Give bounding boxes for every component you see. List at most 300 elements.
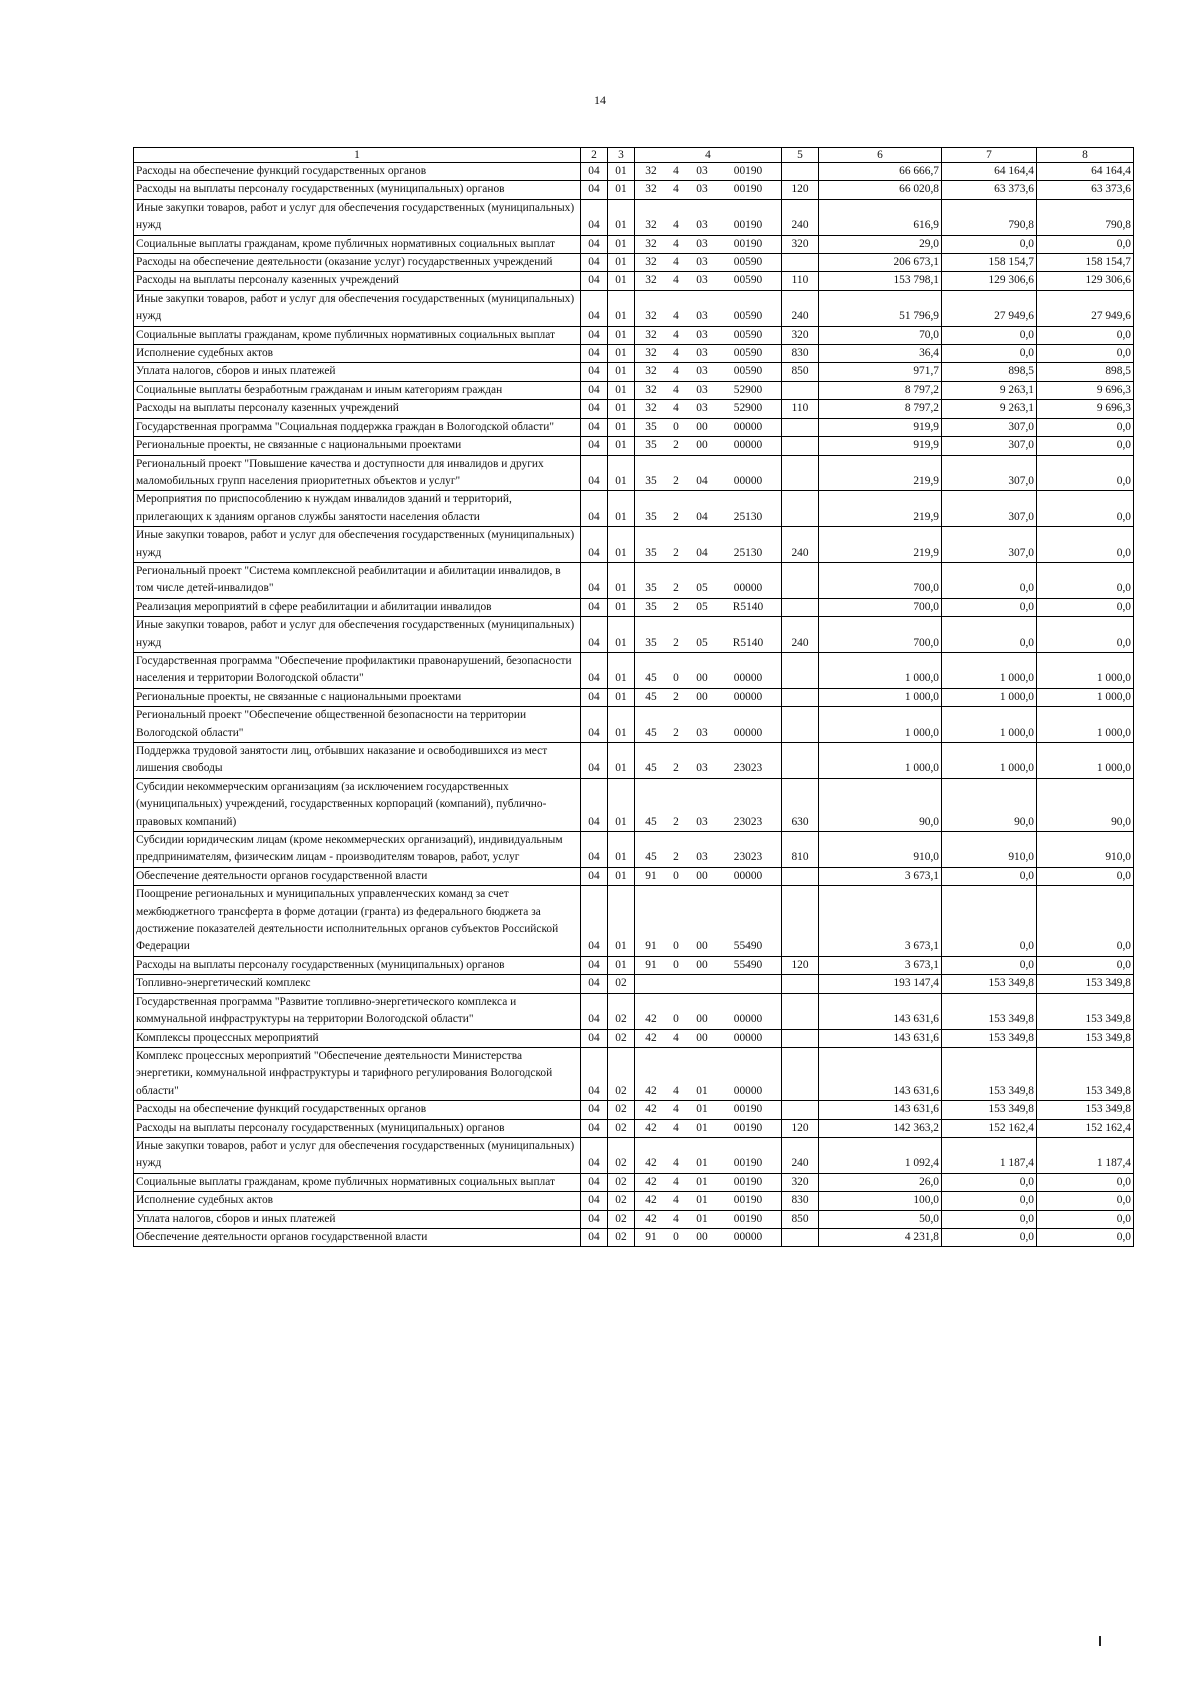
row-section-code: 04: [581, 617, 608, 653]
row-name: Государственная программа "Социальная поддержка граждан в Вологодской области": [134, 418, 581, 436]
row-amount-col8: 0,0: [1037, 455, 1134, 491]
row-section-code: 04: [581, 598, 608, 616]
row-amount-col8: 0,0: [1037, 1210, 1134, 1228]
kcsr-subprogram: 00: [696, 420, 708, 433]
row-amount-col6: 1 000,0: [819, 743, 942, 779]
kcsr-type: 0: [673, 958, 679, 971]
row-amount-col6: 66 666,7: [819, 163, 942, 181]
row-expense-type-code: [782, 975, 819, 993]
row-subsection-code: 01: [608, 326, 635, 344]
row-amount-col7: 153 349,8: [942, 975, 1037, 993]
row-section-code: 04: [581, 181, 608, 199]
row-amount-col6: 219,9: [819, 455, 942, 491]
kcsr-program: 91: [645, 1230, 657, 1243]
row-amount-col6: 153 798,1: [819, 272, 942, 290]
kcsr-subprogram: 03: [696, 310, 708, 323]
page-number: 14: [594, 93, 606, 107]
kcsr-type: 0: [673, 672, 679, 685]
row-subsection-code: 01: [608, 345, 635, 363]
kcsr-direction: 00190: [733, 1121, 763, 1134]
row-subsection-code: 01: [608, 832, 635, 868]
row-subsection-code: 02: [608, 975, 635, 993]
row-name: Расходы на обеспечение функций государственных органов: [134, 1101, 581, 1119]
row-amount-col8: 0,0: [1037, 956, 1134, 974]
kcsr-type: 4: [673, 347, 679, 360]
row-subsection-code: 01: [608, 778, 635, 831]
row-amount-col7: 63 373,6: [942, 181, 1037, 199]
kcsr-program: 32: [645, 274, 657, 287]
row-subsection-code: 02: [608, 1029, 635, 1047]
row-expense-type-code: [782, 1047, 819, 1100]
kcsr-type: 0: [673, 940, 679, 953]
row-amount-col6: 51 796,9: [819, 290, 942, 326]
kcsr-type: 4: [673, 274, 679, 287]
row-name: Государственная программа "Развитие топливно-энергетического комплекса и коммунальной инфраструктуры на территории Вологодской области": [134, 993, 581, 1029]
kcsr-direction: R5140: [732, 636, 764, 649]
kcsr-direction: 00590: [733, 310, 763, 323]
row-section-code: 04: [581, 1228, 608, 1246]
table-row: [134, 363, 1134, 381]
kcsr-subprogram: 03: [696, 183, 708, 196]
kcsr-type: 4: [673, 1175, 679, 1188]
row-amount-col7: 307,0: [942, 437, 1037, 455]
row-subsection-code: 02: [608, 1101, 635, 1119]
row-section-code: 04: [581, 1210, 608, 1228]
row-name: Иные закупки товаров, работ и услуг для обеспечения государственных (муниципальных) нужд: [134, 1137, 581, 1173]
row-section-code: 04: [581, 418, 608, 436]
kcsr-type: 2: [673, 439, 679, 452]
row-amount-col8: 0,0: [1037, 235, 1134, 253]
row-name: Субсидии юридическим лицам (кроме некоммерческих организаций), индивидуальным предпринимателям, физическим лицам - производителям товаров, работ, услуг: [134, 832, 581, 868]
row-amount-col7: 307,0: [942, 527, 1037, 563]
row-amount-col6: 700,0: [819, 598, 942, 616]
row-amount-col7: 0,0: [942, 886, 1037, 957]
kcsr-direction: 00190: [733, 165, 763, 177]
row-subsection-code: 01: [608, 598, 635, 616]
kcsr-direction: 00590: [733, 365, 763, 378]
row-amount-col8: 0,0: [1037, 527, 1134, 563]
kcsr-direction: 00190: [733, 1212, 763, 1225]
row-amount-col8: 153 349,8: [1037, 1047, 1134, 1100]
kcsr-program: 91: [645, 869, 657, 882]
table-row: [134, 1192, 1134, 1210]
row-name: Иные закупки товаров, работ и услуг для обеспечения государственных (муниципальных) нужд: [134, 617, 581, 653]
row-amount-col8: 63 373,6: [1037, 181, 1134, 199]
kcsr-type: 2: [673, 851, 679, 864]
kcsr-type: 2: [673, 546, 679, 559]
row-name: Исполнение судебных актов: [134, 1192, 581, 1210]
row-subsection-code: 01: [608, 400, 635, 418]
row-target-article-code: [635, 290, 782, 326]
row-amount-col7: 1 000,0: [942, 652, 1037, 688]
kcsr-subprogram: 01: [696, 1084, 708, 1097]
table-body: [134, 148, 1134, 1247]
table-row: [134, 345, 1134, 363]
kcsr-type: 4: [673, 1084, 679, 1097]
row-name: Расходы на выплаты персоналу государственных (муниципальных) органов: [134, 1119, 581, 1137]
row-subsection-code: 01: [608, 418, 635, 436]
kcsr-type: 2: [673, 582, 679, 595]
row-amount-col7: 1 000,0: [942, 743, 1037, 779]
row-target-article-code: [635, 527, 782, 563]
table-row: [134, 235, 1134, 253]
row-subsection-code: 01: [608, 272, 635, 290]
table-row: [134, 418, 1134, 436]
row-subsection-code: 01: [608, 290, 635, 326]
kcsr-subprogram: 03: [696, 219, 708, 232]
row-amount-col8: 0,0: [1037, 867, 1134, 885]
header-col-8: 8: [1037, 148, 1134, 163]
budget-table: [133, 147, 1134, 1247]
row-expense-type-code: 240: [782, 290, 819, 326]
row-expense-type-code: 240: [782, 199, 819, 235]
row-expense-type-code: [782, 1228, 819, 1246]
row-amount-col6: 50,0: [819, 1210, 942, 1228]
row-amount-col6: 4 231,8: [819, 1228, 942, 1246]
row-section-code: 04: [581, 437, 608, 455]
row-amount-col6: 919,9: [819, 418, 942, 436]
row-target-article-code: [635, 975, 782, 993]
row-subsection-code: 01: [608, 652, 635, 688]
row-subsection-code: 01: [608, 181, 635, 199]
row-expense-type-code: [782, 743, 819, 779]
kcsr-type: 4: [673, 1212, 679, 1225]
row-subsection-code: 01: [608, 707, 635, 743]
row-amount-col8: 153 349,8: [1037, 975, 1134, 993]
row-expense-type-code: 240: [782, 527, 819, 563]
row-target-article-code: [635, 1029, 782, 1047]
kcsr-program: 32: [645, 383, 657, 396]
table-row: [134, 956, 1134, 974]
row-section-code: 04: [581, 1047, 608, 1100]
row-target-article-code: [635, 1228, 782, 1246]
row-amount-col8: 90,0: [1037, 778, 1134, 831]
kcsr-subprogram: 03: [696, 165, 708, 177]
row-name: Региональные проекты, не связанные с национальными проектами: [134, 688, 581, 706]
table-row: [134, 199, 1134, 235]
row-subsection-code: 01: [608, 562, 635, 598]
row-name: Социальные выплаты безработным гражданам и иным категориям граждан: [134, 381, 581, 399]
row-amount-col8: 1 000,0: [1037, 652, 1134, 688]
row-name: Уплата налогов, сборов и иных платежей: [134, 1210, 581, 1228]
kcsr-direction: 00000: [733, 1013, 763, 1026]
kcsr-subprogram: 03: [696, 815, 708, 828]
row-amount-col7: 0,0: [942, 326, 1037, 344]
row-amount-col8: 0,0: [1037, 437, 1134, 455]
row-section-code: 04: [581, 886, 608, 957]
row-name: Государственная программа "Обеспечение профилактики правонарушений, безопасности населения и территории Вологодской области": [134, 652, 581, 688]
kcsr-direction: 52900: [733, 402, 763, 415]
row-amount-col7: 9 263,1: [942, 400, 1037, 418]
row-target-article-code: [635, 688, 782, 706]
row-target-article-code: [635, 1192, 782, 1210]
row-amount-col6: 70,0: [819, 326, 942, 344]
row-amount-col8: 0,0: [1037, 886, 1134, 957]
header-col-7: 7: [942, 148, 1037, 163]
kcsr-program: 42: [645, 1175, 657, 1188]
row-subsection-code: 02: [608, 1192, 635, 1210]
table-row: [134, 254, 1134, 272]
kcsr-direction: 00000: [733, 869, 763, 882]
row-subsection-code: 01: [608, 688, 635, 706]
kcsr-type: 2: [673, 762, 679, 775]
row-target-article-code: [635, 1173, 782, 1191]
kcsr-subprogram: 05: [696, 636, 708, 649]
kcsr-subprogram: 03: [696, 256, 708, 269]
kcsr-subprogram: 03: [696, 237, 708, 250]
row-amount-col8: 0,0: [1037, 326, 1134, 344]
kcsr-type: 0: [673, 1230, 679, 1243]
kcsr-program: 45: [645, 762, 657, 775]
row-section-code: 04: [581, 272, 608, 290]
row-amount-col8: 0,0: [1037, 1228, 1134, 1246]
row-expense-type-code: 830: [782, 1192, 819, 1210]
row-section-code: 04: [581, 254, 608, 272]
row-amount-col6: 143 631,6: [819, 1101, 942, 1119]
row-name: Региональный проект "Система комплексной реабилитации и абилитации инвалидов, в том числе детей-инвалидов": [134, 562, 581, 598]
table-row: [134, 886, 1134, 957]
kcsr-subprogram: 03: [696, 347, 708, 360]
kcsr-program: 91: [645, 940, 657, 953]
row-amount-col7: 0,0: [942, 1210, 1037, 1228]
row-name: Социальные выплаты гражданам, кроме публичных нормативных социальных выплат: [134, 235, 581, 253]
row-expense-type-code: 320: [782, 326, 819, 344]
kcsr-program: 45: [645, 690, 657, 703]
row-name: Расходы на выплаты персоналу казенных учреждений: [134, 400, 581, 418]
kcsr-direction: 00000: [733, 439, 763, 452]
row-amount-col6: 142 363,2: [819, 1119, 942, 1137]
row-amount-col8: 1 000,0: [1037, 743, 1134, 779]
row-expense-type-code: 810: [782, 832, 819, 868]
row-amount-col8: 790,8: [1037, 199, 1134, 235]
row-name: Расходы на выплаты персоналу казенных учреждений: [134, 272, 581, 290]
row-amount-col7: 0,0: [942, 345, 1037, 363]
row-amount-col7: 9 263,1: [942, 381, 1037, 399]
row-subsection-code: 01: [608, 867, 635, 885]
kcsr-program: 42: [645, 1013, 657, 1026]
kcsr-direction: 00190: [733, 1194, 763, 1207]
row-expense-type-code: [782, 886, 819, 957]
kcsr-direction: 00190: [733, 219, 763, 232]
kcsr-direction: 00590: [733, 256, 763, 269]
table-row: [134, 491, 1134, 527]
row-subsection-code: 01: [608, 381, 635, 399]
kcsr-type: 2: [673, 815, 679, 828]
row-amount-col7: 307,0: [942, 455, 1037, 491]
row-subsection-code: 02: [608, 1210, 635, 1228]
row-expense-type-code: 630: [782, 778, 819, 831]
row-section-code: 04: [581, 778, 608, 831]
row-section-code: 04: [581, 491, 608, 527]
row-expense-type-code: 120: [782, 181, 819, 199]
row-amount-col7: 0,0: [942, 598, 1037, 616]
kcsr-direction: 00000: [733, 1084, 763, 1097]
row-expense-type-code: 120: [782, 956, 819, 974]
row-amount-col8: 129 306,6: [1037, 272, 1134, 290]
row-subsection-code: 01: [608, 527, 635, 563]
row-expense-type-code: [782, 437, 819, 455]
kcsr-subprogram: 03: [696, 383, 708, 396]
kcsr-subprogram: 03: [696, 726, 708, 739]
row-amount-col6: 29,0: [819, 235, 942, 253]
kcsr-subprogram: 01: [696, 1157, 708, 1170]
row-amount-col7: 1 000,0: [942, 688, 1037, 706]
kcsr-direction: 00190: [733, 237, 763, 250]
row-name: Расходы на обеспечение функций государственных органов: [134, 163, 581, 181]
kcsr-direction: 55490: [733, 940, 763, 953]
kcsr-subprogram: 04: [696, 474, 708, 487]
row-target-article-code: [635, 345, 782, 363]
row-name: Региональный проект "Повышение качества и доступности для инвалидов и других маломобильных групп населения приоритетных объектов и услуг": [134, 455, 581, 491]
kcsr-program: 45: [645, 672, 657, 685]
kcsr-subprogram: 00: [696, 439, 708, 452]
kcsr-type: 4: [673, 402, 679, 415]
kcsr-subprogram: 00: [696, 1230, 708, 1243]
row-amount-col8: 153 349,8: [1037, 1101, 1134, 1119]
table-row: [134, 290, 1134, 326]
row-target-article-code: [635, 652, 782, 688]
row-section-code: 04: [581, 400, 608, 418]
kcsr-subprogram: 03: [696, 328, 708, 341]
row-name: Иные закупки товаров, работ и услуг для обеспечения государственных (муниципальных) нужд: [134, 527, 581, 563]
kcsr-program: 32: [645, 402, 657, 415]
kcsr-subprogram: 01: [696, 1103, 708, 1116]
row-amount-col6: 143 631,6: [819, 1029, 942, 1047]
kcsr-direction: 00000: [733, 672, 763, 685]
row-amount-col8: 0,0: [1037, 598, 1134, 616]
row-expense-type-code: [782, 491, 819, 527]
row-target-article-code: [635, 743, 782, 779]
row-target-article-code: [635, 867, 782, 885]
row-amount-col8: 153 349,8: [1037, 993, 1134, 1029]
row-section-code: 04: [581, 867, 608, 885]
row-amount-col6: 36,4: [819, 345, 942, 363]
row-expense-type-code: [782, 163, 819, 181]
row-name: Обеспечение деятельности органов государственной власти: [134, 867, 581, 885]
row-amount-col8: 0,0: [1037, 562, 1134, 598]
row-name: Субсидии некоммерческим организациям (за исключением государственных (муниципальных) учреждений, государственных корпораций (компаний), публично-правовых компаний): [134, 778, 581, 831]
row-amount-col7: 0,0: [942, 562, 1037, 598]
row-target-article-code: [635, 832, 782, 868]
row-section-code: 04: [581, 688, 608, 706]
row-expense-type-code: 110: [782, 272, 819, 290]
row-amount-col6: 919,9: [819, 437, 942, 455]
row-name: Расходы на обеспечение деятельности (оказание услуг) государственных учреждений: [134, 254, 581, 272]
kcsr-direction: 00000: [733, 726, 763, 739]
kcsr-type: 4: [673, 383, 679, 396]
row-target-article-code: [635, 163, 782, 181]
row-amount-col8: 898,5: [1037, 363, 1134, 381]
row-expense-type-code: [782, 562, 819, 598]
row-subsection-code: 01: [608, 617, 635, 653]
row-subsection-code: 01: [608, 254, 635, 272]
row-subsection-code: 02: [608, 1173, 635, 1191]
kcsr-program: 35: [645, 420, 657, 433]
row-amount-col8: 0,0: [1037, 1192, 1134, 1210]
row-amount-col7: 153 349,8: [942, 1101, 1037, 1119]
row-amount-col7: 90,0: [942, 778, 1037, 831]
kcsr-program: 32: [645, 165, 657, 177]
row-target-article-code: [635, 562, 782, 598]
row-expense-type-code: [782, 993, 819, 1029]
row-expense-type-code: 240: [782, 1137, 819, 1173]
kcsr-program: 35: [645, 582, 657, 595]
row-amount-col8: 1 187,4: [1037, 1137, 1134, 1173]
kcsr-type: 4: [673, 1194, 679, 1207]
kcsr-type: 2: [673, 600, 679, 613]
kcsr-type: 4: [673, 365, 679, 378]
kcsr-subprogram: 05: [696, 600, 708, 613]
row-amount-col6: 1 000,0: [819, 688, 942, 706]
row-name: Социальные выплаты гражданам, кроме публичных нормативных социальных выплат: [134, 326, 581, 344]
kcsr-direction: 23023: [733, 762, 763, 775]
row-amount-col8: 153 349,8: [1037, 1029, 1134, 1047]
row-target-article-code: [635, 199, 782, 235]
row-amount-col8: 1 000,0: [1037, 688, 1134, 706]
row-amount-col6: 1 092,4: [819, 1137, 942, 1173]
row-expense-type-code: [782, 652, 819, 688]
kcsr-subprogram: 00: [696, 1013, 708, 1026]
table-row: [134, 272, 1134, 290]
row-name: Топливно-энергетический комплекс: [134, 975, 581, 993]
row-amount-col6: 910,0: [819, 832, 942, 868]
row-target-article-code: [635, 598, 782, 616]
row-section-code: 04: [581, 707, 608, 743]
row-amount-col6: 219,9: [819, 527, 942, 563]
kcsr-direction: 55490: [733, 958, 763, 971]
kcsr-type: 0: [673, 869, 679, 882]
row-target-article-code: [635, 491, 782, 527]
row-amount-col7: 0,0: [942, 956, 1037, 974]
row-amount-col7: 153 349,8: [942, 993, 1037, 1029]
row-section-code: 04: [581, 290, 608, 326]
kcsr-direction: 00190: [733, 183, 763, 196]
table-row: [134, 1119, 1134, 1137]
kcsr-type: 2: [673, 690, 679, 703]
kcsr-direction: 00000: [733, 1031, 763, 1044]
row-target-article-code: [635, 272, 782, 290]
row-expense-type-code: 320: [782, 235, 819, 253]
table-row: [134, 832, 1134, 868]
row-amount-col7: 1 000,0: [942, 707, 1037, 743]
row-target-article-code: [635, 418, 782, 436]
row-name: Уплата налогов, сборов и иных платежей: [134, 363, 581, 381]
row-expense-type-code: 850: [782, 1210, 819, 1228]
row-section-code: 04: [581, 743, 608, 779]
row-amount-col8: 0,0: [1037, 491, 1134, 527]
kcsr-program: 32: [645, 310, 657, 323]
kcsr-subprogram: 01: [696, 1194, 708, 1207]
row-amount-col7: 129 306,6: [942, 272, 1037, 290]
kcsr-program: 42: [645, 1212, 657, 1225]
table-row: [134, 455, 1134, 491]
row-amount-col8: 1 000,0: [1037, 707, 1134, 743]
row-section-code: 04: [581, 1137, 608, 1173]
row-target-article-code: [635, 254, 782, 272]
kcsr-program: 32: [645, 256, 657, 269]
table-row: [134, 688, 1134, 706]
row-section-code: 04: [581, 326, 608, 344]
row-section-code: 04: [581, 1192, 608, 1210]
row-section-code: 04: [581, 1029, 608, 1047]
row-target-article-code: [635, 437, 782, 455]
table-row: [134, 1047, 1134, 1100]
row-expense-type-code: 830: [782, 345, 819, 363]
kcsr-direction: R5140: [732, 600, 764, 613]
row-amount-col6: 616,9: [819, 199, 942, 235]
kcsr-type: 4: [673, 1103, 679, 1116]
row-expense-type-code: [782, 688, 819, 706]
